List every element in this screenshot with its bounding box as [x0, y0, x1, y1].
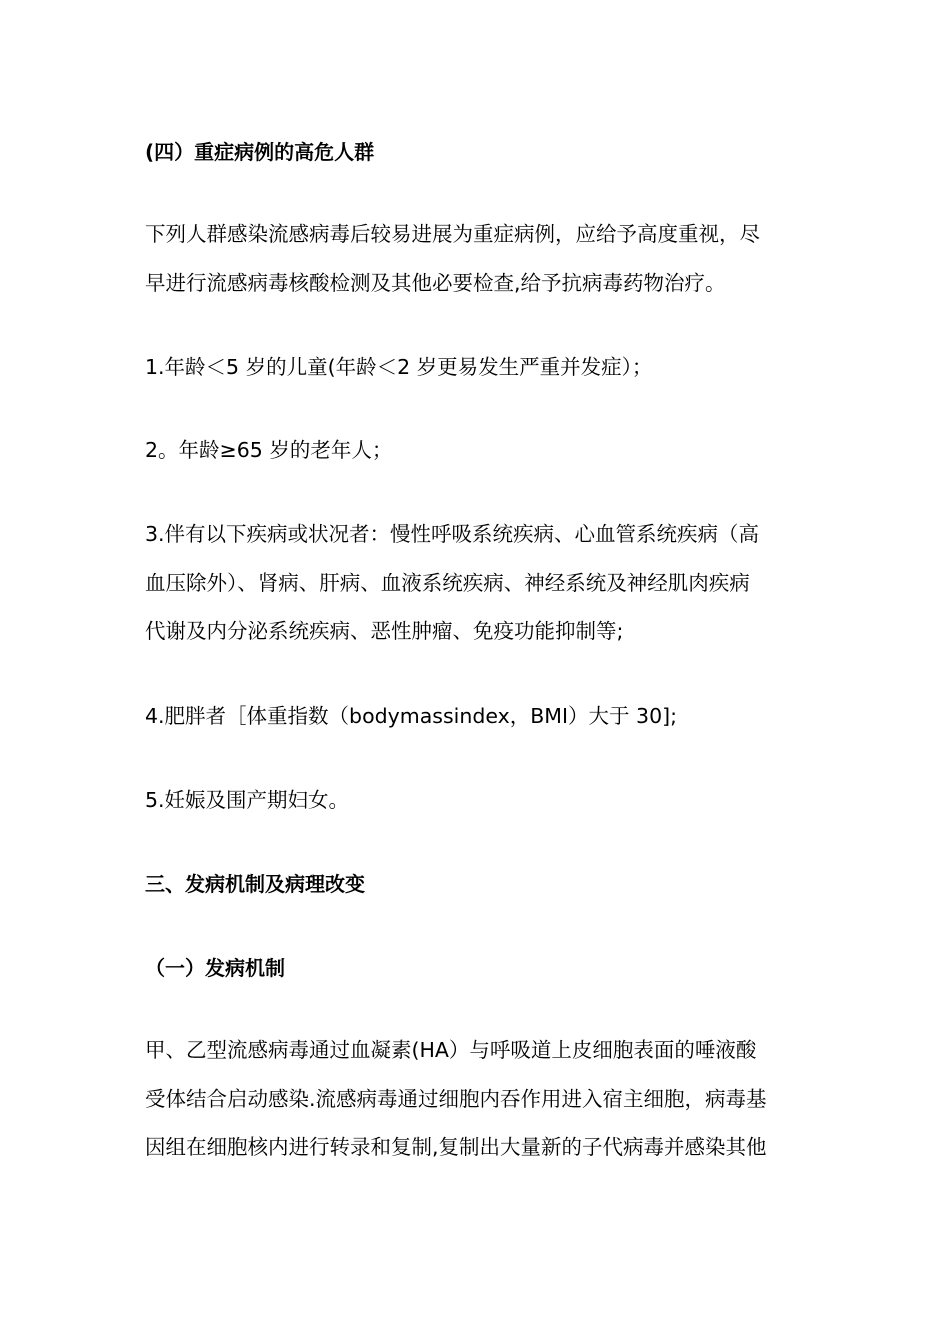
text-line: 2。年龄≥65 岁的老年人； [145, 438, 393, 462]
text-line: 代谢及内分泌系统疾病、恶性肿瘤、免疫功能抑制等; [145, 619, 624, 643]
paragraph-mechanism [145, 1026, 810, 1172]
list-item-5 [145, 776, 810, 825]
text-line: 早进行流感病毒核酸检测及其他必要检查,给予抗病毒药物治疗。 [145, 270, 726, 295]
text-line: 血压除外）、肾病、肝病、血液系统疾病、神经系统及神经肌肉疾病 [145, 570, 750, 595]
text-line: 1.年龄＜5 岁的儿童(年龄＜2 岁更易发生严重并发症）； [145, 355, 653, 379]
list-item-4 [145, 692, 810, 741]
text-line: 受体结合启动感染.流感病毒通过细胞内吞作用进入宿主细胞，病毒基 [145, 1086, 767, 1111]
text-line: 因组在细胞核内进行转录和复制,复制出大量新的子代病毒并感染其他 [145, 1135, 767, 1159]
section-heading-pathogenesis: 三、发病机制及病理改变 [145, 872, 365, 896]
paragraph-intro [145, 210, 810, 307]
subsection-heading-mechanism: （一）发病机制 [145, 956, 285, 980]
list-item-2 [145, 426, 810, 475]
section-heading-high-risk-groups: (四）重症病例的高危人群 [145, 140, 375, 164]
text-line: 5.妊娠及围产期妇女。 [145, 788, 350, 812]
list-item-1 [145, 343, 810, 392]
text-line: 下列人群感染流感病毒后较易进展为重症病例，应给予高度重视，尽 [145, 222, 760, 246]
text-line: 甲、乙型流感病毒通过血凝素(HA）与呼吸道上皮细胞表面的唾液酸 [145, 1038, 757, 1062]
text-line: 4.肥胖者［体重指数（bodymassindex，BMI）大于 30]; [145, 704, 678, 728]
document-page [145, 0, 810, 1344]
list-item-3 [145, 510, 810, 656]
text-line: 3.伴有以下疾病或状况者：慢性呼吸系统疾病、心血管系统疾病（高 [145, 522, 760, 546]
